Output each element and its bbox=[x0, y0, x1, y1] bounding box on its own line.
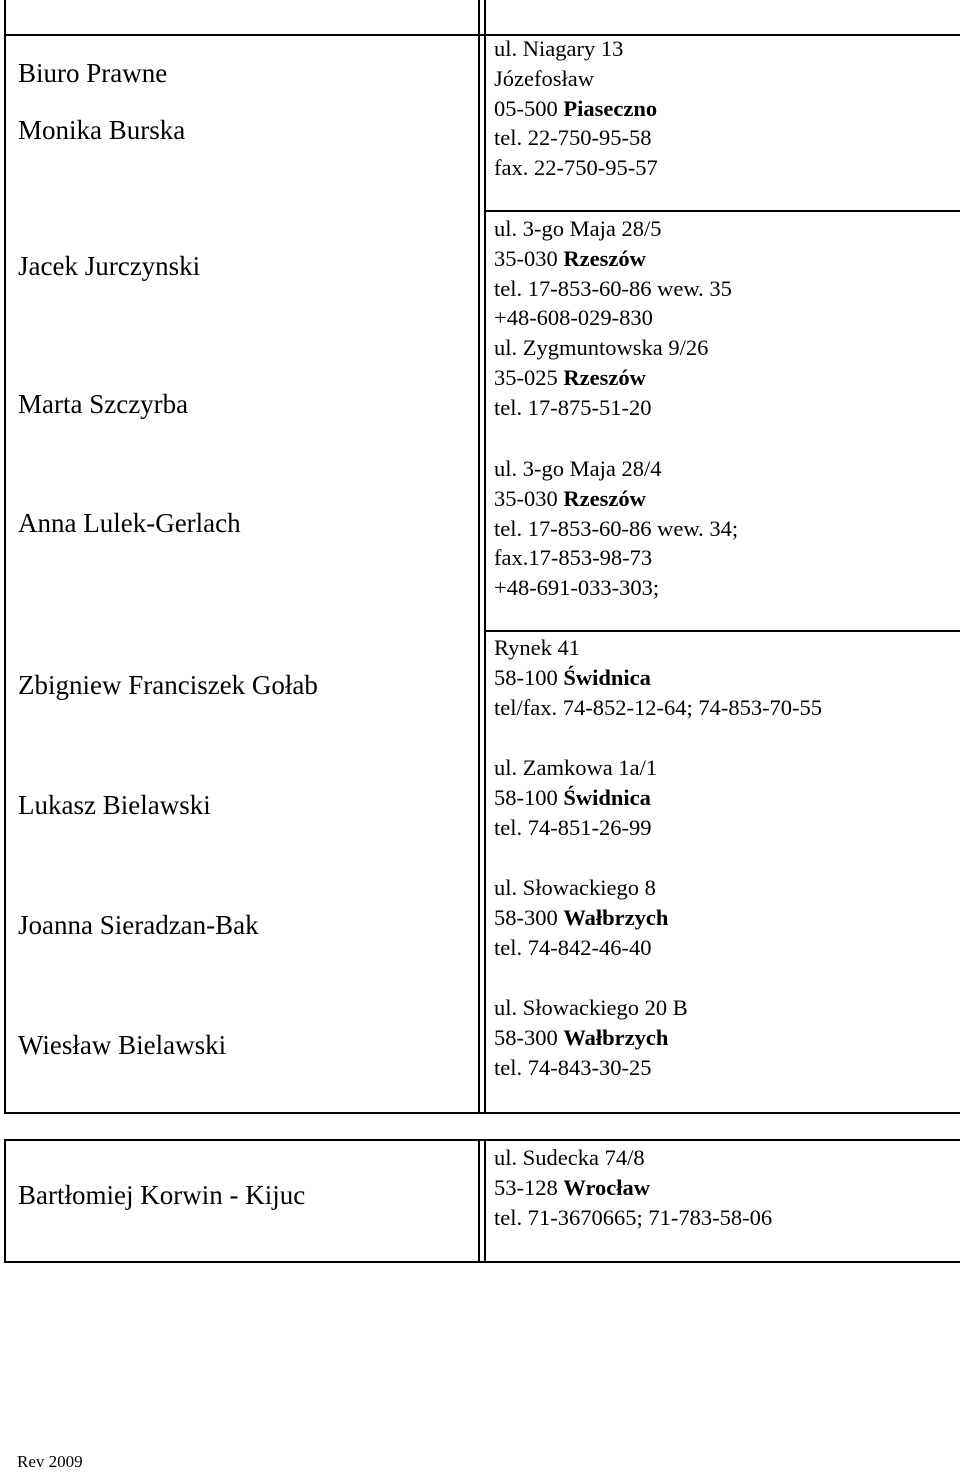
table-column-divider bbox=[484, 1139, 486, 1263]
contact-name: Monika Burska bbox=[18, 115, 186, 145]
address-line: tel. 74-851-26-99 bbox=[494, 814, 652, 840]
address-line: ul. Zamkowa 1a/1 bbox=[494, 755, 658, 780]
contact-name: Wiesław Bielawski bbox=[18, 1030, 227, 1060]
city-name: Świdnica bbox=[563, 784, 651, 810]
row-separator bbox=[484, 630, 960, 632]
address-line: tel. 22-750-95-58 bbox=[494, 125, 652, 151]
contact-name: Zbigniew Franciszek Gołab bbox=[18, 670, 318, 700]
city-name: Piaseczno bbox=[563, 95, 658, 121]
city-name: Wrocław bbox=[563, 1174, 651, 1200]
contact-name: Bartłomiej Korwin - Kijuc bbox=[18, 1180, 306, 1210]
address-block bbox=[494, 993, 688, 1082]
contact-name: Lukasz Bielawski bbox=[18, 790, 211, 820]
address-block bbox=[494, 753, 657, 842]
address-line: tel. 17-853-60-86 wew. 34; bbox=[494, 515, 739, 541]
address-line: 58-100 Świdnica bbox=[494, 664, 651, 690]
address-line: ul. 3-go Maja 28/5 bbox=[494, 216, 662, 241]
address-line: +48-608-029-830 bbox=[494, 305, 653, 331]
city-name: Rzeszów bbox=[563, 485, 646, 511]
address-line: 05-500 Piaseczno bbox=[494, 95, 658, 121]
address-line: tel/fax. 74-852-12-64; 74-853-70-55 bbox=[494, 694, 823, 720]
address-block bbox=[494, 454, 738, 603]
address-line: Rynek 41 bbox=[494, 635, 580, 660]
address-line: ul. Słowackiego 8 bbox=[494, 875, 656, 900]
table-column-divider bbox=[478, 1139, 480, 1263]
address-block bbox=[494, 214, 732, 423]
city-name: Rzeszów bbox=[563, 364, 646, 390]
address-line: 35-030 Rzeszów bbox=[494, 245, 646, 271]
address-line: tel. 74-843-30-25 bbox=[494, 1054, 652, 1080]
address-line: tel. 17-853-60-86 wew. 35 bbox=[494, 275, 732, 301]
address-line: 58-300 Wałbrzych bbox=[494, 1024, 669, 1050]
header-column-divider bbox=[478, 0, 480, 36]
address-line: ul. Słowackiego 20 B bbox=[494, 995, 688, 1020]
address-line: tel. 74-842-46-40 bbox=[494, 934, 652, 960]
row-separator bbox=[484, 210, 960, 212]
address-line: 53-128 Wrocław bbox=[494, 1174, 651, 1200]
address-line: 35-025 Rzeszów bbox=[494, 364, 646, 390]
city-name: Świdnica bbox=[563, 664, 651, 690]
address-line: 58-100 Świdnica bbox=[494, 784, 651, 810]
address-line: ul. Sudecka 74/8 bbox=[494, 1145, 645, 1170]
contact-name: Biuro Prawne bbox=[18, 58, 168, 88]
address-line: fax. 22-750-95-57 bbox=[494, 155, 658, 181]
city-name: Rzeszów bbox=[563, 245, 646, 271]
address-block bbox=[494, 1143, 772, 1232]
address-line: ul. Niagary 13 bbox=[494, 36, 624, 61]
contact-name: Joanna Sieradzan-Bak bbox=[18, 910, 259, 940]
revision-footer: Rev 2009 bbox=[17, 1452, 83, 1471]
address-line: Józefosław bbox=[494, 65, 594, 91]
header-column-divider bbox=[484, 0, 486, 36]
table-column-divider bbox=[484, 34, 486, 1114]
address-block bbox=[494, 34, 658, 183]
address-line: fax.17-853-98-73 bbox=[494, 545, 653, 571]
city-name: Wałbrzych bbox=[563, 1024, 669, 1050]
address-line: tel. 17-875-51-20 bbox=[494, 394, 652, 420]
contact-name: Jacek Jurczynski bbox=[18, 251, 201, 281]
contacts-table bbox=[4, 34, 960, 1114]
address-line: ul. Zygmuntowska 9/26 bbox=[494, 335, 709, 361]
contact-name: Marta Szczyrba bbox=[18, 389, 189, 419]
address-block bbox=[494, 633, 822, 722]
address-line: +48-691-033-303; bbox=[494, 575, 660, 601]
address-line: 58-300 Wałbrzych bbox=[494, 904, 669, 930]
address-line: 35-030 Rzeszów bbox=[494, 485, 646, 511]
table-column-divider bbox=[478, 34, 480, 1114]
address-line: tel. 71-3670665; 71-783-58-06 bbox=[494, 1204, 773, 1230]
contact-name: Anna Lulek-Gerlach bbox=[18, 508, 241, 538]
address-block bbox=[494, 873, 668, 962]
city-name: Wałbrzych bbox=[563, 904, 669, 930]
table-header-strip bbox=[4, 0, 960, 36]
address-line: ul. 3-go Maja 28/4 bbox=[494, 456, 662, 481]
